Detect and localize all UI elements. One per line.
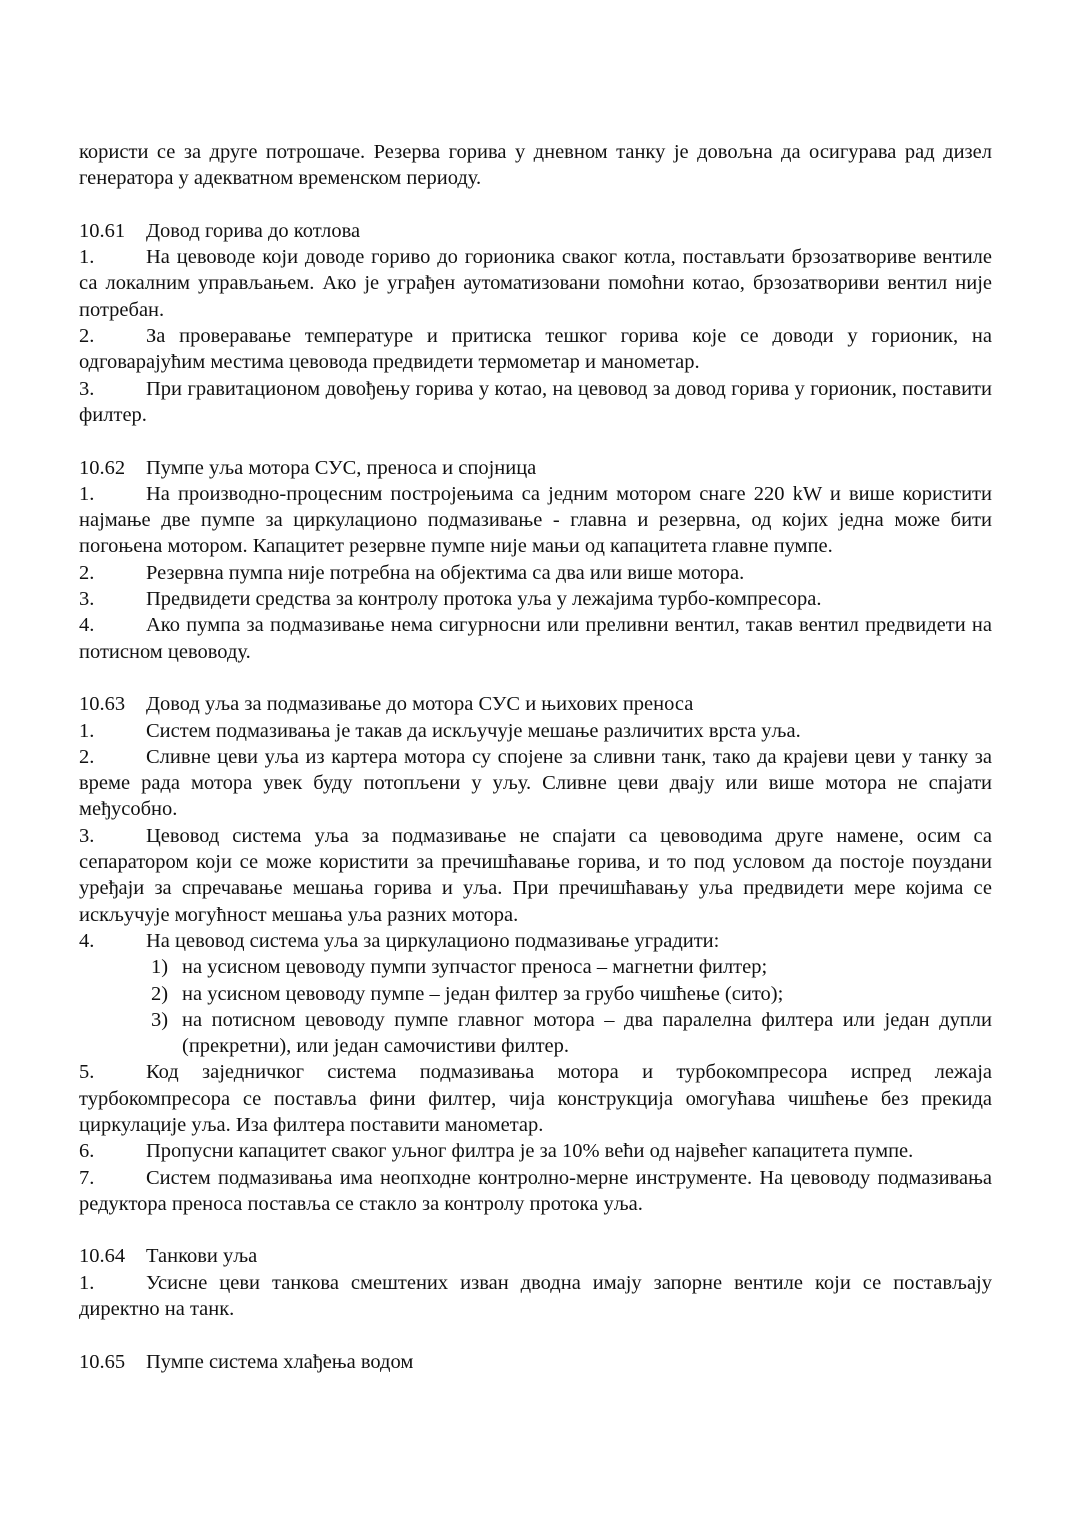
subitem-number: 2) — [151, 982, 169, 1005]
item-text: За проверавање температуре и притиска тешког горива које се доводи у горионик, на одговарајућим местима цевовода предвидети термометар и манометар. — [79, 325, 992, 374]
list-item — [79, 823, 992, 928]
item-text: Резервна пумпа није потребна на објектима са два или више мотора. — [146, 561, 745, 584]
spacer — [79, 428, 992, 454]
list-item — [79, 586, 992, 612]
section-title: Пумпе система хлађења водом — [146, 1350, 414, 1373]
section-heading — [79, 218, 992, 244]
document-page — [79, 139, 992, 1375]
section-title: Довод горива до котлова — [146, 219, 361, 242]
item-text: Усисне цеви танкова смештених изван дводна имају запорне вентиле који се постављају директно на танк. — [79, 1271, 992, 1321]
item-text: На производно-процесним постројењима са једним мотором снаге 220 kW и више користити најмање две пумпе за циркулационо подмазивање - главна и резервна, од којих једна може бити погоњена мотором. Капацитет резервне пумпе није мањи од капацитета главне пумпе. — [79, 482, 992, 558]
sub-list-item — [79, 954, 992, 980]
section-heading — [79, 691, 992, 717]
spacer — [79, 1322, 992, 1348]
item-number: 1. — [79, 719, 95, 742]
section-number: 10.62 — [79, 456, 126, 479]
item-text: Предвидети средства за контролу протока уља у лежајима турбо-компресора. — [146, 588, 822, 611]
sub-list-item — [79, 1007, 992, 1060]
spacer — [79, 1217, 992, 1243]
subitem-number: 1) — [151, 956, 169, 979]
list-item — [79, 1165, 992, 1218]
item-number: 5. — [79, 1061, 95, 1084]
item-number: 1. — [79, 482, 95, 505]
item-text: При гравитационом довођењу горива у котао, на цевовод за довод горива у горионик, поставити филтер. — [79, 377, 992, 426]
list-item — [79, 1138, 992, 1164]
item-number: 7. — [79, 1166, 95, 1189]
item-text: Систем подмазивања има неопходне контролно-мерне инструменте. На цевоводу подмазивања редуктора преноса поставља се стакло за контролу протока уља. — [79, 1166, 992, 1215]
list-item — [79, 1270, 992, 1323]
spacer — [79, 192, 992, 218]
item-number: 2. — [79, 745, 95, 768]
subitem-number: 3) — [151, 1008, 169, 1031]
item-number: 2. — [79, 561, 95, 584]
item-text: Пропусни капацитет сваког уљног филтра је за 10% већи од највећег капацитета пумпе. — [146, 1140, 914, 1163]
sub-list-item — [79, 981, 992, 1007]
section-number: 10.63 — [79, 693, 126, 716]
section-title: Пумпе уља мотора СУС, преноса и спојница — [146, 456, 537, 479]
item-number: 3. — [79, 588, 95, 611]
section-number: 10.65 — [79, 1350, 126, 1373]
intro-paragraph: користи се за друге потрошаче. Резерва горива у дневном танку је довољна да осигурава рад дизел генератора у адекватном временском периоду. — [79, 141, 992, 190]
list-item — [79, 718, 992, 744]
list-item — [79, 928, 992, 954]
item-text: На цевоводе који доводе гориво до горионика сваког котла, постављати брзозатворивe вентиле са локалним управљањем. Ако је уграђен аутоматизовани помоћни котао, брзозатвориви вентил није потребан. — [79, 246, 992, 321]
section-title: Танкови уља — [146, 1245, 258, 1268]
item-text: На цевовод система уља за циркулационо подмазивање уградити: — [146, 929, 720, 952]
list-item — [79, 744, 992, 823]
item-number: 3. — [79, 824, 95, 847]
item-number: 4. — [79, 614, 95, 637]
list-item — [79, 481, 992, 560]
list-item — [79, 612, 992, 665]
list-item — [79, 244, 992, 323]
item-number: 1. — [79, 246, 95, 269]
subitem-text: на потисном цевоводу пумпе главног мотора – два паралелна филтера или један дупли (прекретни), или један самочистиви филтер. — [182, 1008, 992, 1058]
item-number: 2. — [79, 325, 95, 348]
item-text: Систем подмазивања је такав да искључује мешање различитих врста уља. — [146, 719, 801, 742]
section-heading — [79, 455, 992, 481]
item-text: Ако пумпа за подмазивање нема сигурносни или преливни вентил, такав вентил предвидети на потисном цевоводу. — [79, 614, 992, 663]
section-title: Довод уља за подмазивање до мотора СУС и њихових преноса — [146, 693, 694, 716]
item-text: Сливне цеви уља из картера мотора су спојене за сливни танк, тако да крајеви цеви у танку за време рада мотора увек буду потопљени у уљу. Сливне цеви двају или више мотора не спајати међусобно. — [79, 745, 992, 821]
list-item — [79, 1059, 992, 1138]
list-item — [79, 323, 992, 376]
section-heading — [79, 1349, 992, 1375]
spacer — [79, 665, 992, 691]
item-number: 3. — [79, 377, 95, 400]
section-number: 10.61 — [79, 219, 126, 242]
list-item — [79, 376, 992, 429]
subitem-text: на усисном цевоводу пумпе – један филтер за грубо чишћење (сито); — [182, 982, 784, 1005]
item-text: Цевовод система уља за подмазивање не спајати са цевоводима друге намене, осим са сепаратором који се може користити за пречишћавање горива, и то под условом да постоје поуздани уређаји за спречавање мешања горива и уља. При пречишћавању уља предвидети мере којима се искључује могућност мешања уља разних мотора. — [79, 824, 992, 926]
list-item — [79, 560, 992, 586]
item-text: Код заједничког система подмазивања мотора и турбокомпресора испред лежаја турбокомпресора се поставља фини филтер, чија конструкција омогућава чишћење без прекида циркулације уља. Иза филтера поставити манометар. — [79, 1061, 992, 1136]
item-number: 6. — [79, 1140, 95, 1163]
section-heading — [79, 1243, 992, 1269]
section-number: 10.64 — [79, 1245, 126, 1268]
item-number: 4. — [79, 929, 95, 952]
item-number: 1. — [79, 1271, 95, 1294]
subitem-text: на усисном цевоводу пумпи зупчастог преноса – магнетни филтер; — [182, 956, 768, 979]
